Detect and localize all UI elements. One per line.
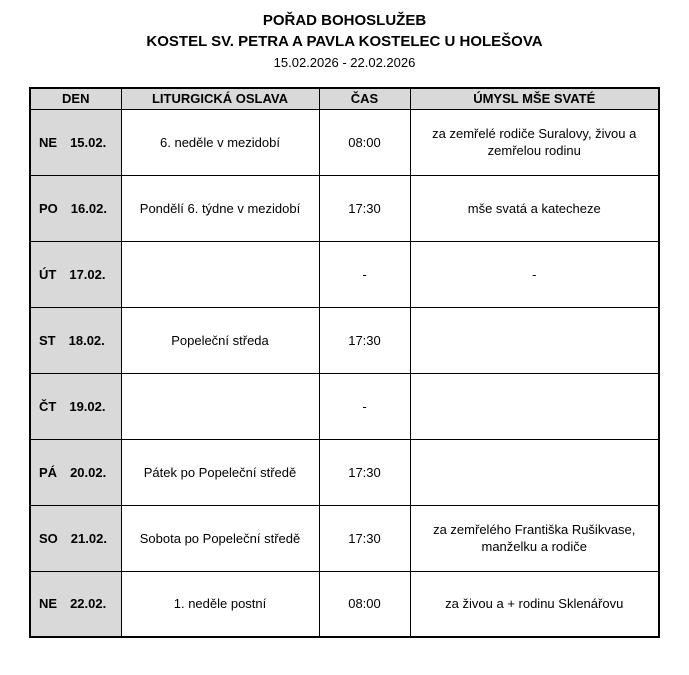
intention-cell: za zemřelého Františka Rušikvase, manželku a rodiče bbox=[410, 505, 659, 571]
day-date: 18.02. bbox=[68, 332, 105, 348]
day-date: 17.02. bbox=[69, 266, 106, 282]
day-cell bbox=[30, 505, 121, 571]
table-row bbox=[30, 373, 659, 439]
table-row bbox=[30, 571, 659, 637]
table-row bbox=[30, 307, 659, 373]
day-inner bbox=[31, 176, 121, 241]
table-row bbox=[30, 109, 659, 175]
day-inner bbox=[31, 572, 121, 637]
celebration-cell: 1. neděle postní bbox=[121, 571, 319, 637]
column-header-liturgicka-oslava: LITURGICKÁ OSLAVA bbox=[121, 88, 319, 109]
day-abbr: NE bbox=[39, 596, 58, 612]
day-date: 20.02. bbox=[70, 464, 107, 480]
day-cell bbox=[30, 307, 121, 373]
day-cell bbox=[30, 109, 121, 175]
day-abbr: ST bbox=[39, 332, 56, 348]
column-header-den: DEN bbox=[30, 88, 121, 109]
celebration-cell bbox=[121, 373, 319, 439]
day-date: 15.02. bbox=[70, 134, 107, 150]
day-abbr: ČT bbox=[39, 398, 57, 414]
day-abbr: NE bbox=[39, 134, 58, 150]
intention-cell: - bbox=[410, 241, 659, 307]
day-abbr: SO bbox=[39, 530, 58, 546]
day-cell bbox=[30, 571, 121, 637]
time-cell: 17:30 bbox=[319, 505, 410, 571]
day-abbr: PO bbox=[39, 200, 58, 216]
day-inner bbox=[31, 242, 121, 307]
page-title: POŘAD BOHOSLUŽEB bbox=[262, 12, 427, 29]
celebration-cell: Sobota po Popeleční středě bbox=[121, 505, 319, 571]
schedule-table bbox=[29, 87, 660, 638]
time-cell: 08:00 bbox=[319, 571, 410, 637]
intention-cell: mše svatá a katecheze bbox=[410, 175, 659, 241]
day-cell bbox=[30, 241, 121, 307]
table-row bbox=[30, 505, 659, 571]
celebration-cell: Pondělí 6. týdne v mezidobí bbox=[121, 175, 319, 241]
time-cell: - bbox=[319, 241, 410, 307]
date-range: 15.02.2026 - 22.02.2026 bbox=[273, 55, 416, 70]
day-date: 22.02. bbox=[70, 596, 107, 612]
document-header bbox=[0, 10, 689, 73]
day-date: 19.02. bbox=[69, 398, 106, 414]
intention-cell bbox=[410, 439, 659, 505]
table-header-row bbox=[30, 88, 659, 109]
day-date: 21.02. bbox=[70, 530, 107, 546]
intention-cell: za zemřelé rodiče Suralovy, živou a zemřelou rodinu bbox=[410, 109, 659, 175]
celebration-cell: 6. neděle v mezidobí bbox=[121, 109, 319, 175]
celebration-cell: Popeleční středa bbox=[121, 307, 319, 373]
day-inner bbox=[31, 308, 121, 373]
day-date: 16.02. bbox=[70, 200, 107, 216]
time-cell: - bbox=[319, 373, 410, 439]
celebration-cell bbox=[121, 241, 319, 307]
table-row bbox=[30, 175, 659, 241]
intention-cell bbox=[410, 373, 659, 439]
time-cell: 17:30 bbox=[319, 439, 410, 505]
day-inner bbox=[31, 374, 121, 439]
page-subtitle: KOSTEL SV. PETRA A PAVLA KOSTELEC U HOLEŠOVA bbox=[146, 33, 543, 50]
table-row bbox=[30, 439, 659, 505]
day-inner bbox=[31, 506, 121, 571]
column-header-cas: ČAS bbox=[319, 88, 410, 109]
day-inner bbox=[31, 440, 121, 505]
column-header-umysl: ÚMYSL MŠE SVATÉ bbox=[410, 88, 659, 109]
day-abbr: ÚT bbox=[39, 266, 57, 282]
day-inner bbox=[31, 110, 121, 175]
intention-cell: za živou a + rodinu Sklenářovu bbox=[410, 571, 659, 637]
day-cell bbox=[30, 175, 121, 241]
time-cell: 08:00 bbox=[319, 109, 410, 175]
day-cell bbox=[30, 373, 121, 439]
day-cell bbox=[30, 439, 121, 505]
time-cell: 17:30 bbox=[319, 307, 410, 373]
time-cell: 17:30 bbox=[319, 175, 410, 241]
celebration-cell: Pátek po Popeleční středě bbox=[121, 439, 319, 505]
table-row bbox=[30, 241, 659, 307]
intention-cell bbox=[410, 307, 659, 373]
day-abbr: PÁ bbox=[39, 464, 58, 480]
